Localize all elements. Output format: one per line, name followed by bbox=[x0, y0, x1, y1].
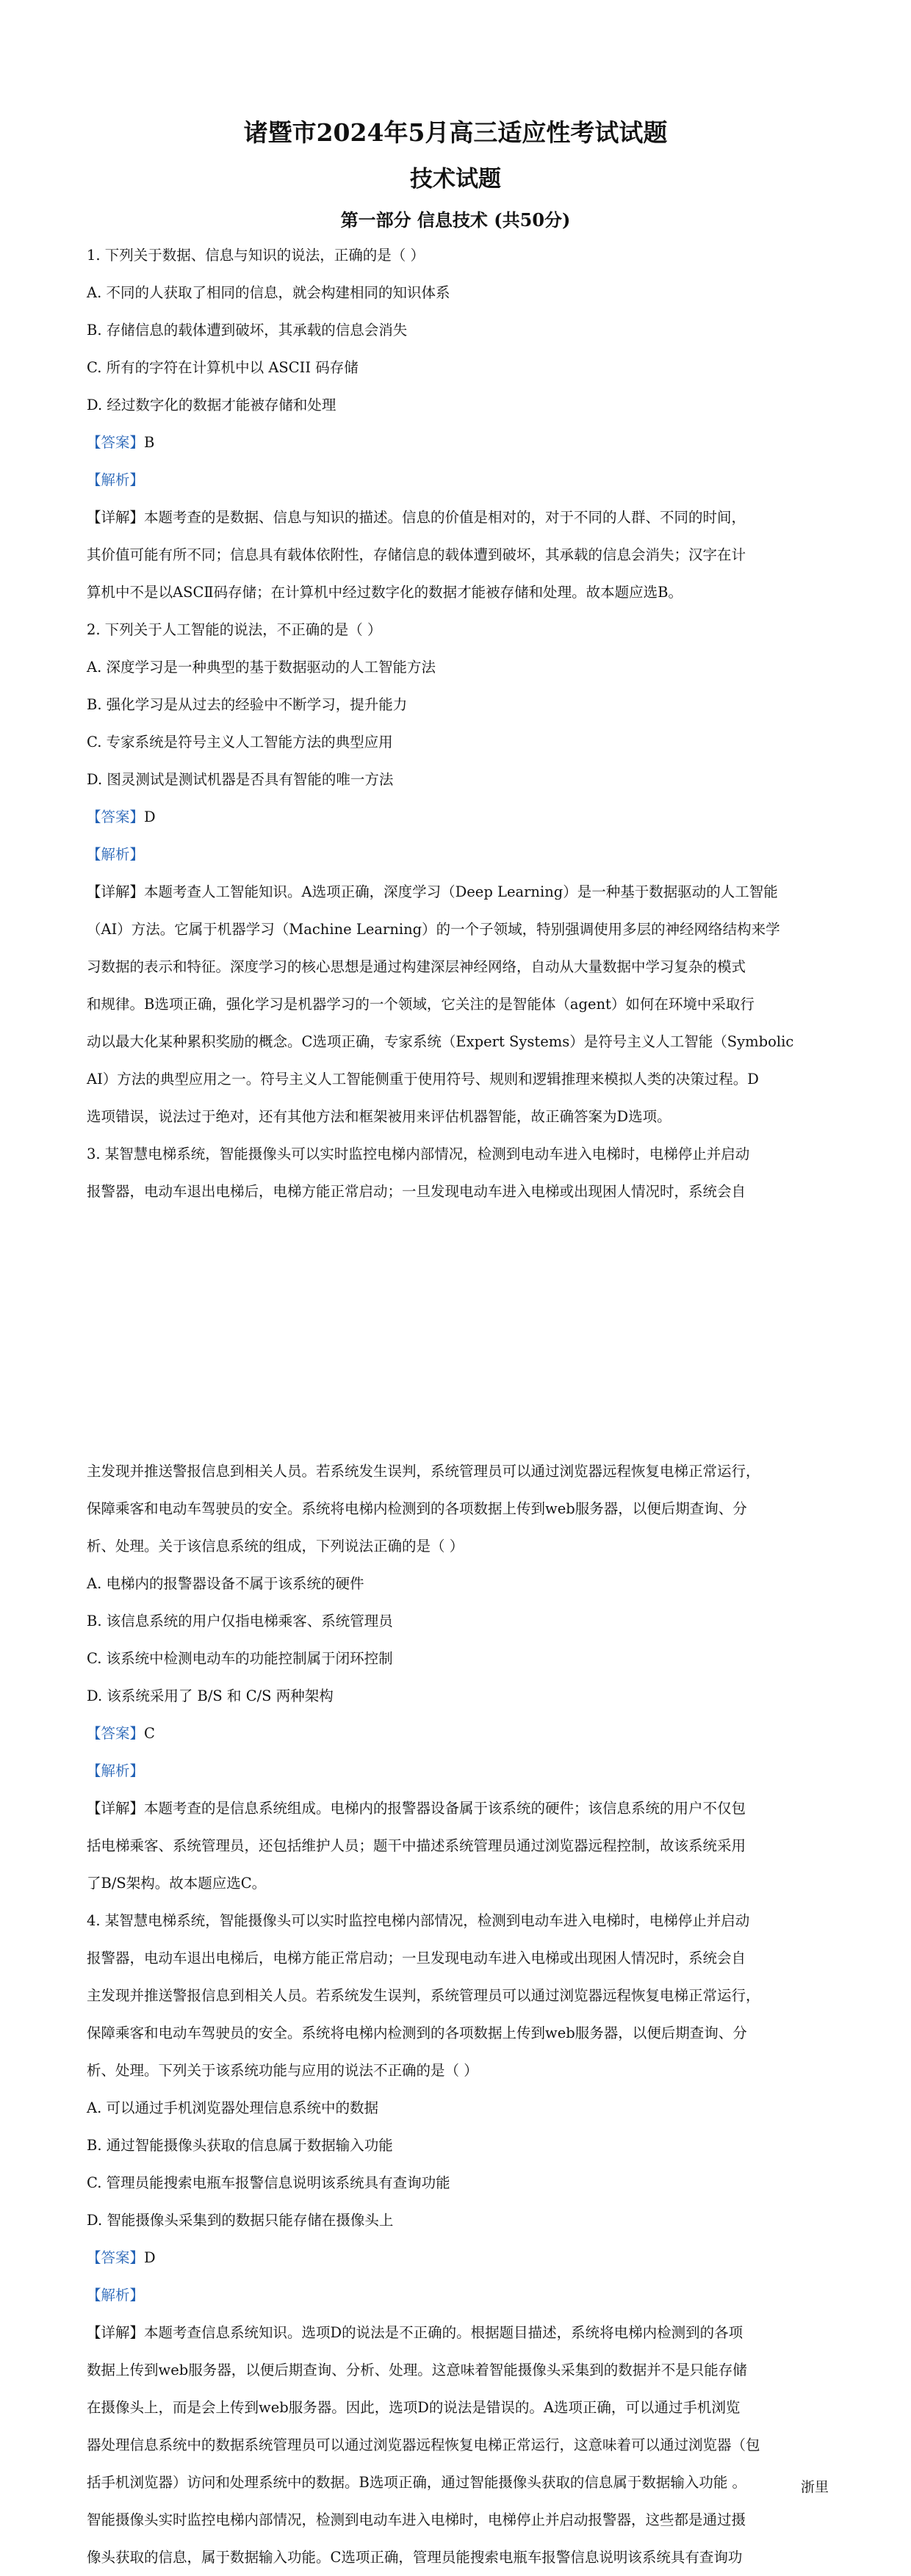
detail-line: 算机中不是以ASCⅡ码存储；在计算机中经过数字化的数据才能被存储和处理。故本题应选B。 bbox=[87, 584, 683, 601]
answer-label: 【答案】 bbox=[87, 2249, 145, 2266]
answer-label: 【答案】 bbox=[87, 808, 145, 825]
option-c: C. 管理员能搜索电瓶车报警信息说明该系统具有查询功能 bbox=[87, 2174, 450, 2191]
detail-line bbox=[87, 873, 843, 911]
detail-label: 【详解】 bbox=[87, 509, 145, 526]
analysis-label: 【解析】 bbox=[87, 471, 145, 488]
detail-line: （AI）方法。它属于机器学习（Machine Learning）的一个子领域，特别强调使用多层的神经网络结构来学 bbox=[87, 921, 780, 938]
answer-value: B bbox=[144, 434, 155, 451]
blank-space bbox=[87, 1210, 843, 1452]
detail-line: 器处理信息系统中的数据系统管理员可以通过浏览器远程恢复电梯正常运行，这意味着可以通过浏览器（包 bbox=[87, 2436, 760, 2453]
section-heading: 第一部分 信息技术 (共50分) bbox=[340, 209, 571, 231]
answer-label: 【答案】 bbox=[87, 1725, 145, 1742]
question-stem: 4. 某智慧电梯系统，智能摄像头可以实时监控电梯内部情况，检测到电动车进入电梯时，电梯停止并启动 bbox=[87, 1912, 750, 1929]
option-c: C. 该系统中检测电动车的功能控制属于闭环控制 bbox=[87, 1650, 393, 1667]
detail-line bbox=[87, 499, 843, 536]
question-stem: 保障乘客和电动车驾驶员的安全。系统将电梯内检测到的各项数据上传到web服务器，以便后期查询、分 bbox=[87, 2025, 747, 2041]
detail-line: 动以最大化某种累积奖励的概念。C选项正确，专家系统（Expert Systems）是符号主义人工智能（Symbolic bbox=[87, 1033, 794, 1050]
option-c: C. 所有的字符在计算机中以 ASCII 码存储 bbox=[87, 359, 359, 376]
detail-line: 和规律。B选项正确，强化学习是机器学习的一个领域，它关注的是智能体（agent）如何在环境中采取行 bbox=[87, 996, 755, 1013]
answer-line bbox=[87, 1715, 843, 1752]
detail-label: 【详解】 bbox=[87, 1800, 145, 1817]
option-b: B. 通过智能摄像头获取的信息属于数据输入功能 bbox=[87, 2137, 393, 2154]
option-b: B. 存储信息的载体遭到破坏，其承载的信息会消失 bbox=[87, 322, 408, 339]
question-stem: 3. 某智慧电梯系统，智能摄像头可以实时监控电梯内部情况，检测到电动车进入电梯时，电梯停止并启动 bbox=[87, 1146, 750, 1162]
option-a: A. 深度学习是一种典型的基于数据驱动的人工智能方法 bbox=[87, 659, 436, 676]
detail-line: 其价值可能有所不同；信息具有载体依附性，存储信息的载体遭到破坏，其承载的信息会消失；汉字在计 bbox=[87, 546, 746, 563]
detail-line: 数据上传到web服务器，以便后期查询、分析、处理。这意味着智能摄像头采集到的数据并不是只能存储 bbox=[87, 2362, 747, 2378]
option-d: D. 经过数字化的数据才能被存储和处理 bbox=[87, 397, 336, 413]
question-stem: 保障乘客和电动车驾驶员的安全。系统将电梯内检测到的各项数据上传到web服务器，以便后期查询、分 bbox=[87, 1500, 747, 1517]
detail-line: 了B/S架构。故本题应选C。 bbox=[87, 1875, 267, 1892]
option-d: D. 智能摄像头采集到的数据只能存储在摄像头上 bbox=[87, 2212, 394, 2229]
detail-line: 在摄像头上，而是会上传到web服务器。因此，选项D的说法是错误的。A选项正确，可以通过手机浏览 bbox=[87, 2399, 741, 2416]
answer-line bbox=[87, 424, 843, 461]
question-stem: 报警器，电动车退出电梯后，电梯方能正常启动；一旦发现电动车进入电梯或出现困人情况时，系统会自 bbox=[87, 1950, 746, 1967]
option-b: B. 该信息系统的用户仅指电梯乘客、系统管理员 bbox=[87, 1613, 393, 1629]
question-stem: 析、处理。关于该信息系统的组成，下列说法正确的是（ ） bbox=[87, 1538, 464, 1555]
detail-line: 习数据的表示和特征。深度学习的核心思想是通过构建深层神经网络，自动从大量数据中学习复杂的模式 bbox=[87, 958, 746, 975]
detail-line: 选项错误，说法过于绝对，还有其他方法和框架被用来评估机器智能，故正确答案为D选项。 bbox=[87, 1108, 671, 1125]
detail-text: 本题考查的是数据、信息与知识的描述。信息的价值是相对的，对于不同的人群、不同的时间， bbox=[144, 509, 746, 526]
detail-line: 括电梯乘客、系统管理员，还包括维护人员；题干中描述系统管理员通过浏览器远程控制，故该系统采用 bbox=[87, 1837, 746, 1854]
option-a: A. 可以通过手机浏览器处理信息系统中的数据 bbox=[87, 2099, 378, 2116]
detail-line: 像头获取的信息，属于数据输入功能。C选项正确，管理员能搜索电瓶车报警信息说明该系统具有查询功 bbox=[87, 2549, 743, 2566]
detail-text: 本题考查信息系统知识。选项D的说法是不正确的。根据题目描述，系统将电梯内检测到的各项 bbox=[144, 2324, 743, 2341]
question-stem: 报警器，电动车退出电梯后，电梯方能正常启动；一旦发现电动车进入电梯或出现困人情况时，系统会自 bbox=[87, 1183, 746, 1200]
detail-line: 智能摄像头实时监控电梯内部情况，检测到电动车进入电梯时，电梯停止并启动报警器，这些都是通过摄 bbox=[87, 2511, 746, 2528]
answer-label: 【答案】 bbox=[87, 434, 145, 451]
option-b: B. 强化学习是从过去的经验中不断学习，提升能力 bbox=[87, 696, 408, 713]
detail-text: 本题考查人工智能知识。A选项正确，深度学习（Deep Learning）是一种基于数据驱动的人工智能 bbox=[144, 883, 778, 900]
answer-value: D bbox=[144, 2249, 156, 2266]
question-stem: 主发现并推送警报信息到相关人员。若系统发生误判，系统管理员可以通过浏览器远程恢复电梯正常运行， bbox=[87, 1987, 760, 2004]
analysis-label: 【解析】 bbox=[87, 2287, 145, 2304]
page-title: 诸暨市2024年5月高三适应性考试试题 bbox=[243, 118, 668, 147]
detail-line bbox=[87, 2314, 843, 2351]
answer-value: C bbox=[144, 1725, 155, 1742]
answer-value: D bbox=[144, 808, 156, 825]
detail-label: 【详解】 bbox=[87, 2324, 145, 2341]
question-stem: 主发现并推送警报信息到相关人员。若系统发生误判，系统管理员可以通过浏览器远程恢复电梯正常运行， bbox=[87, 1463, 760, 1480]
option-c: C. 专家系统是符号主义人工智能方法的典型应用 bbox=[87, 734, 393, 750]
option-a: A. 电梯内的报警器设备不属于该系统的硬件 bbox=[87, 1575, 364, 1592]
option-d: D. 该系统采用了 B/S 和 C/S 两种架构 bbox=[87, 1687, 334, 1704]
option-d: D. 图灵测试是测试机器是否具有智能的唯一方法 bbox=[87, 771, 394, 788]
option-a: A. 不同的人获取了相同的信息，就会构建相同的知识体系 bbox=[87, 284, 450, 301]
answer-line bbox=[87, 2239, 843, 2276]
detail-text: 本题考查的是信息系统组成。电梯内的报警器设备属于该系统的硬件；该信息系统的用户不仅包 bbox=[144, 1800, 746, 1817]
detail-line bbox=[87, 1790, 843, 1827]
detail-line: 括手机浏览器）访问和处理系统中的数据。B选项正确，通过智能摄像头获取的信息属于数据输入功能 。 bbox=[87, 2474, 747, 2491]
analysis-label: 【解析】 bbox=[87, 846, 145, 863]
answer-line bbox=[87, 798, 843, 836]
question-stem: 析、处理。下列关于该系统功能与应用的说法不正确的是（ ） bbox=[87, 2062, 478, 2079]
analysis-label: 【解析】 bbox=[87, 1762, 145, 1779]
detail-label: 【详解】 bbox=[87, 883, 145, 900]
question-stem: 2. 下列关于人工智能的说法，不正确的是（ ） bbox=[87, 621, 382, 638]
question-stem: 1. 下列关于数据、信息与知识的说法，正确的是（ ） bbox=[87, 247, 425, 264]
detail-line: AI）方法的典型应用之一。符号主义人工智能侧重于使用符号、规则和逻辑推理来模拟人类的决策过程。D bbox=[87, 1071, 759, 1088]
footer-note: 浙里 bbox=[800, 2479, 829, 2495]
question-content bbox=[87, 236, 843, 2576]
page-subtitle: 技术试题 bbox=[410, 166, 501, 192]
